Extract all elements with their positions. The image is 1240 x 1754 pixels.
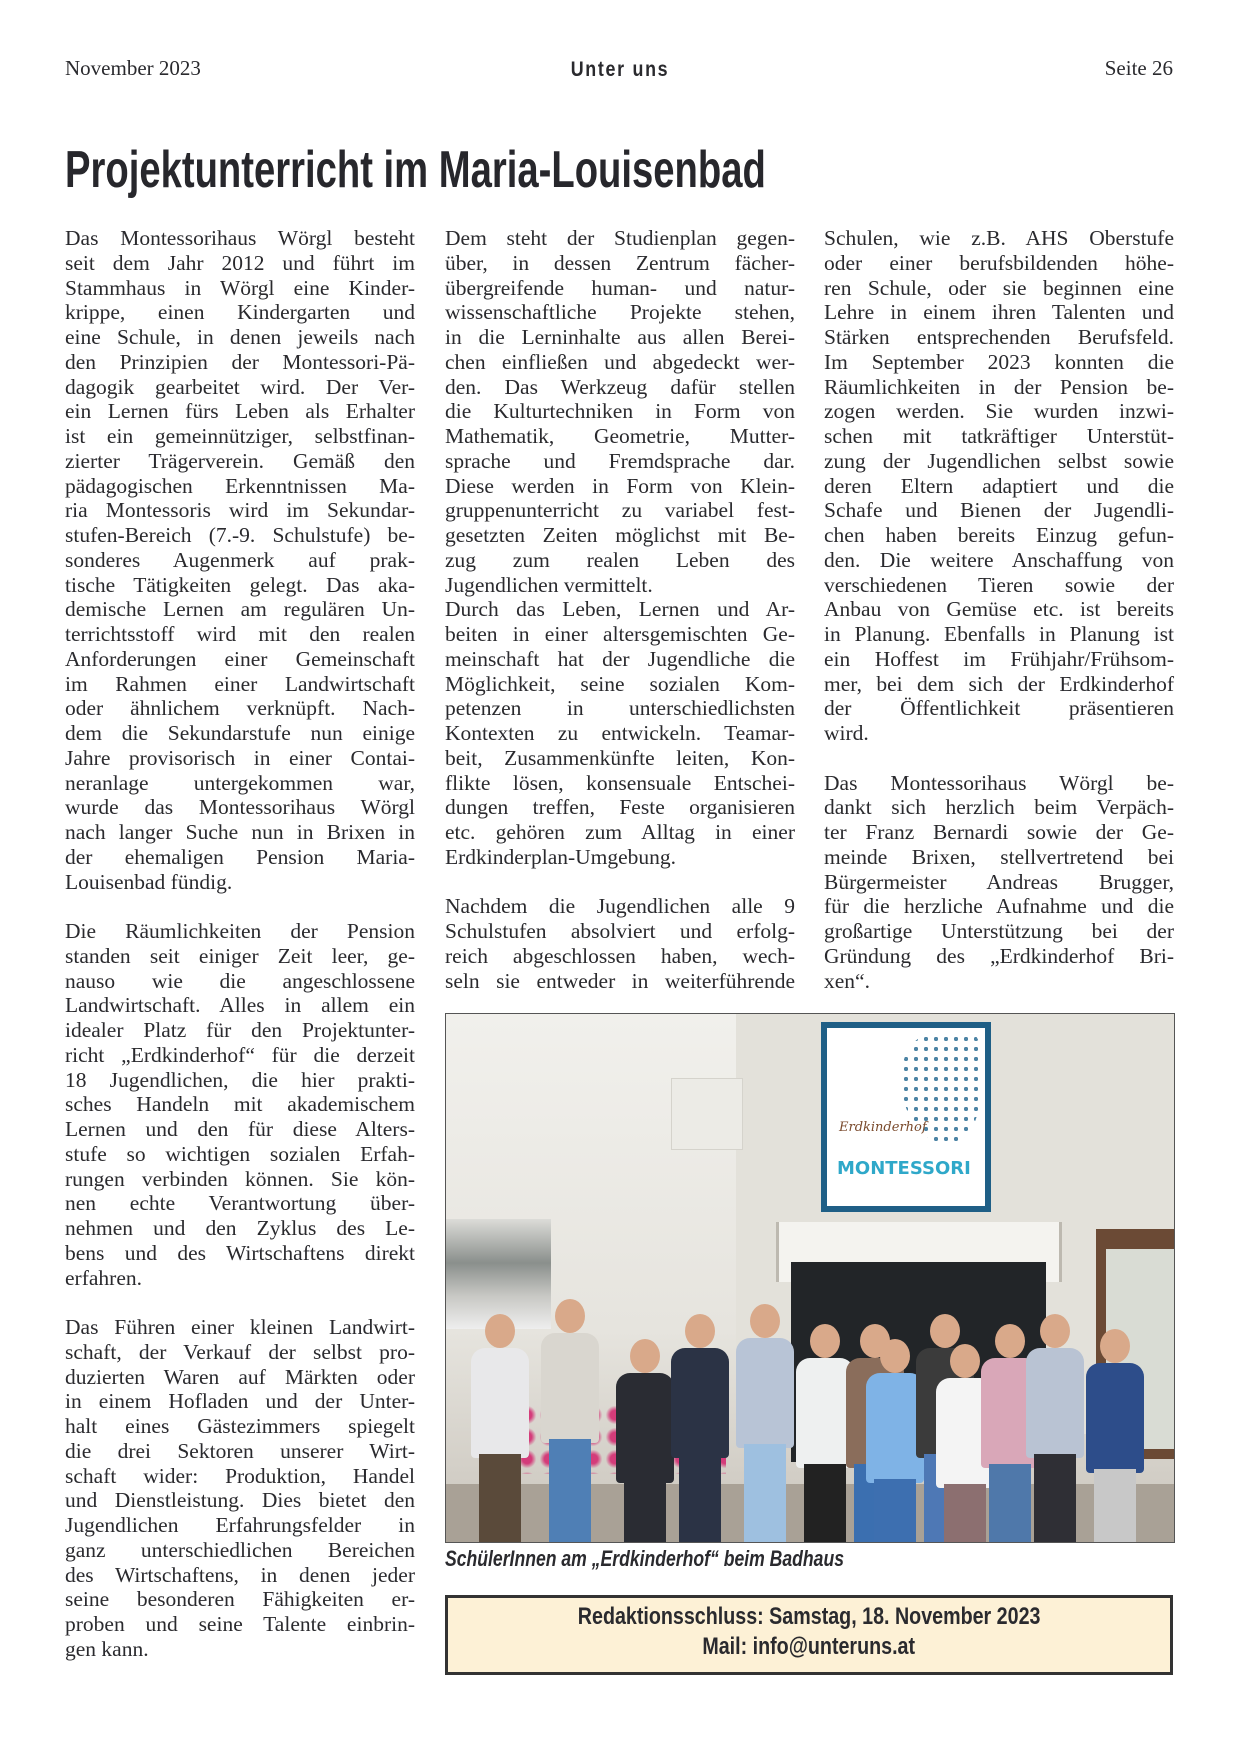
publication-name-text: Unter uns: [570, 58, 670, 81]
person-head: [630, 1339, 660, 1373]
wall-box: [671, 1078, 743, 1150]
text-line: in einem Hofladen und der Unter-: [65, 1389, 415, 1414]
text-line: wird.: [824, 721, 869, 745]
text-line: pädagogischen Erkenntnissen Ma-: [65, 473, 415, 498]
text-line: Stammhaus in Wörgl eine Kinder-: [65, 275, 415, 300]
text-line: gesetzten Zeiten möglichst mit Be-: [445, 523, 795, 547]
person-head: [555, 1299, 585, 1333]
person-legs: [944, 1484, 986, 1543]
text-line: zug zum realen Leben des: [445, 547, 795, 572]
photo-caption: SchülerInnen am „Erdkinderhof“ beim Badhaus: [445, 1546, 845, 1571]
text-line: verschiedenen Tieren sowie der: [824, 572, 1174, 597]
person-legs: [479, 1454, 521, 1543]
text-line: dungen treffen, Feste organisieren: [445, 795, 795, 820]
text-line: die drei Sektoren unserer Wirt-: [65, 1438, 415, 1463]
text-line: demische Lernen am regulären Un-: [65, 597, 415, 622]
text-line: deren Eltern adaptiert und die: [824, 473, 1174, 498]
person-legs: [624, 1479, 666, 1543]
article-column-2: [445, 226, 795, 993]
text-line: sches Handeln mit akademischem: [65, 1092, 415, 1117]
person-head: [485, 1314, 515, 1348]
text-line: dem die Sekundarstufe nun einige: [65, 721, 415, 745]
text-line: tische Tätigkeiten gelegt. Das aka-: [65, 572, 415, 597]
deadline-notice-box: [445, 1595, 1173, 1675]
person-body: [541, 1333, 599, 1443]
text-line: richt „Erdkinderhof“ für die derzeit: [65, 1042, 415, 1067]
person-legs: [989, 1464, 1031, 1543]
text-line: flikte lösen, konsensuale Entschei-: [445, 770, 795, 795]
text-line: nach langer Suche nun in Brixen in: [65, 820, 415, 844]
text-line: Landwirtschaft. Alles in allem ein: [65, 993, 415, 1018]
text-line: etc. gehören zum Alltag in einer: [445, 820, 795, 844]
text-line: erfahren.: [65, 1265, 142, 1290]
window-blind: [446, 1219, 551, 1329]
mail-text: Mail: info@unteruns.at: [702, 1633, 916, 1660]
text-line: der Öffentlichkeit präsentieren: [824, 696, 1174, 721]
paragraph: [65, 919, 415, 1290]
text-line: neranlage untergekommen war,: [65, 770, 415, 795]
text-line: ein Hoffest im Frühjahr/Frühsom-: [824, 646, 1174, 671]
sign-text: MONTESSORI: [837, 1158, 971, 1179]
text-line: Stärken entsprechenden Berufsfeld.: [824, 325, 1174, 349]
text-line: petenzen in unterschiedlichsten: [445, 696, 795, 721]
person-head: [930, 1314, 960, 1348]
text-line: beit, Zusammenkünfte leiten, Kon-: [445, 745, 795, 770]
text-line: halt eines Gästezimmers spiegelt: [65, 1414, 415, 1438]
person-head: [810, 1324, 840, 1358]
text-line: seine besonderen Fähigkeiten er-: [65, 1587, 415, 1612]
person-body: [616, 1373, 674, 1483]
issue-date: November 2023: [65, 56, 201, 80]
text-line: Durch das Leben, Lernen und Ar-: [445, 597, 795, 622]
text-line: idealer Platz für den Projektunter-: [65, 1018, 415, 1042]
article-photo: [445, 1013, 1175, 1543]
text-line: zung der Jugendlichen selbst sowie: [824, 448, 1174, 473]
text-line: wissenschaftliche Projekte stehen,: [445, 300, 795, 325]
text-line: Lernen und den für diese Alters-: [65, 1117, 415, 1141]
text-line: ter Franz Bernardi sowie der Ge-: [824, 820, 1174, 844]
person-body: [736, 1338, 794, 1448]
text-line: ein Lernen fürs Leben als Erhalter: [65, 399, 415, 424]
person-body: [671, 1348, 729, 1458]
person-body: [1026, 1348, 1084, 1458]
person-legs: [1094, 1469, 1136, 1543]
text-line: rungen verbinden können. Sie kön-: [65, 1166, 415, 1191]
text-line: Das Montessorihaus Wörgl be-: [824, 770, 1174, 795]
text-line: meinde Brixen, stellvertretend bei: [824, 844, 1174, 869]
text-line: schaft, der Verkauf der selbst pro-: [65, 1339, 415, 1364]
text-line: krippe, einen Kindergarten und: [65, 300, 415, 325]
text-line: xen“.: [824, 968, 870, 993]
text-line: Möglichkeit, seine sozialen Kom-: [445, 671, 795, 696]
paragraph: [824, 226, 1174, 746]
deadline-text: Redaktionsschluss: Samstag, 18. November 2023: [577, 1603, 1041, 1630]
text-line: seln sie entweder in weiterführende: [445, 968, 795, 993]
text-line: sonderes Augenmerk auf prak-: [65, 547, 415, 572]
text-line: Nachdem die Jugendlichen alle 9: [445, 894, 795, 919]
text-line: Bürgermeister Andreas Brugger,: [824, 869, 1174, 894]
text-line: seit dem Jahr 2012 und führt im: [65, 250, 415, 275]
text-line: Kontexten zu entwickeln. Teamar-: [445, 721, 795, 745]
text-line: Mathematik, Geometrie, Mutter-: [445, 424, 795, 448]
text-line: zierter Trägerverein. Gemäß den: [65, 448, 415, 473]
article-column-3: [824, 226, 1174, 993]
paragraph: [65, 1315, 415, 1662]
text-line: zogen werden. Sie wurden inzwi-: [824, 399, 1174, 424]
text-line: übergreifende human- und natur-: [445, 275, 795, 300]
text-line: beiten in einer altersgemischten Ge-: [445, 622, 795, 646]
text-line: oder ähnlichem verknüpft. Nach-: [65, 696, 415, 721]
text-line: Jugendlichen Erfahrungsfelder in: [65, 1513, 415, 1537]
paragraph: [445, 597, 795, 869]
text-line: Jahre provisorisch in einer Contai-: [65, 745, 415, 770]
publication-name: [0, 58, 1240, 82]
person-legs: [874, 1479, 916, 1543]
text-line: proben und seine Talente einbrin-: [65, 1612, 415, 1636]
person-head: [880, 1339, 910, 1373]
text-line: Das Montessorihaus Wörgl besteht: [65, 226, 415, 250]
text-line: gruppenunterricht zu variabel fest-: [445, 498, 795, 523]
text-line: Gründung des „Erdkinderhof Bri-: [824, 943, 1174, 968]
text-line: gen kann.: [65, 1636, 149, 1661]
text-line: Jugendlichen vermittelt.: [445, 572, 653, 597]
text-line: eine Schule, in denen jeweils nach: [65, 325, 415, 349]
text-line: für die herzliche Aufnahme und die: [824, 894, 1174, 919]
text-line: terrichtsstoff wird mit den realen: [65, 622, 415, 646]
person-legs: [1034, 1454, 1076, 1543]
text-line: den. Das Werkzeug dafür stellen: [445, 374, 795, 399]
person-head: [750, 1304, 780, 1338]
text-line: meinschaft hat der Jugendliche die: [445, 646, 795, 671]
paragraph: [445, 226, 795, 597]
text-line: Im September 2023 konnten die: [824, 349, 1174, 374]
paragraph: [65, 226, 415, 894]
person-legs: [744, 1444, 786, 1543]
person-legs: [679, 1454, 721, 1543]
text-line: Anbau von Gemüse etc. ist bereits: [824, 597, 1174, 622]
text-line: Erdkinderplan-Umgebung.: [445, 844, 677, 869]
text-line: nauso wie die angeschlossene: [65, 968, 415, 993]
text-line: und Dienstleistung. Dies bietet den: [65, 1488, 415, 1513]
text-line: Lehre in einem ihren Talenten und: [824, 300, 1174, 325]
text-line: der ehemaligen Pension Maria-: [65, 844, 415, 869]
text-line: Dem steht der Studienplan gegen-: [445, 226, 795, 250]
person-legs: [549, 1439, 591, 1543]
text-line: Die Räumlichkeiten der Pension: [65, 919, 415, 943]
text-line: in die Lerninhalte aus allen Berei-: [445, 325, 795, 349]
person-head: [995, 1324, 1025, 1358]
article-title: Projektunterricht im Maria-Louisenbad: [65, 141, 766, 199]
sign-script: Erdkinderhof: [839, 1120, 927, 1135]
text-line: dankt sich herzlich beim Verpäch-: [824, 795, 1174, 820]
text-line: ren Schule, oder sie beginnen eine: [824, 275, 1174, 300]
text-line: stufen-Bereich (7.-9. Schulstufe) be-: [65, 523, 415, 547]
article-column-1: [65, 226, 415, 1662]
text-line: den. Die weitere Anschaffung von: [824, 547, 1174, 572]
text-line: ria Montessoris wird im Sekundar-: [65, 498, 415, 523]
person-body: [1086, 1363, 1144, 1473]
person-head: [1040, 1314, 1070, 1348]
text-line: Diese werden in Form von Klein-: [445, 473, 795, 498]
text-line: bens und des Wirtschaftens direkt: [65, 1240, 415, 1265]
text-line: mer, bei dem sich der Erdkinderhof: [824, 671, 1174, 696]
text-line: nehmen und den Zyklus des Le-: [65, 1216, 415, 1240]
text-line: chen einfließen und abgedeckt wer-: [445, 349, 795, 374]
text-line: Schulstufen absolviert und erfolg-: [445, 919, 795, 943]
text-line: chen haben bereits Einzug gefun-: [824, 523, 1174, 547]
text-line: schen mit tatkräftiger Unterstüt-: [824, 424, 1174, 448]
page-number: Seite 26: [1104, 56, 1173, 80]
person-head: [950, 1344, 980, 1378]
text-line: Schulen, wie z.B. AHS Oberstufe: [824, 226, 1174, 250]
text-line: nen echte Verantwortung über-: [65, 1191, 415, 1216]
text-line: in Planung. Ebenfalls in Planung ist: [824, 622, 1174, 646]
text-line: über, in dessen Zentrum fächer-: [445, 250, 795, 275]
text-line: großartige Unterstützung bei der: [824, 919, 1174, 943]
person-legs: [804, 1464, 846, 1543]
text-line: sprache und Fremdsprache dar.: [445, 448, 795, 473]
text-line: Räumlichkeiten in der Pension be-: [824, 374, 1174, 399]
montessori-sign: [821, 1022, 991, 1212]
paragraph: [445, 894, 795, 993]
text-line: Schafe und Bienen der Jugendli-: [824, 498, 1174, 523]
text-line: im Rahmen einer Landwirtschaft: [65, 671, 415, 696]
text-line: ist ein gemeinnütziger, selbstfinan-: [65, 424, 415, 448]
text-line: standen seit einiger Zeit leer, ge-: [65, 943, 415, 968]
text-line: wurde das Montessorihaus Wörgl: [65, 795, 415, 820]
text-line: schaft wider: Produktion, Handel: [65, 1463, 415, 1488]
text-line: duzierten Waren auf Märkten oder: [65, 1364, 415, 1389]
person-head: [685, 1314, 715, 1348]
person-body: [471, 1348, 529, 1458]
text-line: reich abgeschlossen haben, wech-: [445, 943, 795, 968]
text-line: stufe so wichtigen sozialen Erfah-: [65, 1141, 415, 1166]
text-line: Anforderungen einer Gemeinschaft: [65, 646, 415, 671]
text-line: den Prinzipien der Montessori-Pä-: [65, 349, 415, 374]
text-line: dagogik gearbeitet wird. Der Ver-: [65, 374, 415, 399]
paragraph: [824, 771, 1174, 994]
text-line: Das Führen einer kleinen Landwirt-: [65, 1315, 415, 1339]
person-head: [1100, 1329, 1130, 1363]
text-line: 18 Jugendlichen, die hier prakti-: [65, 1067, 415, 1092]
text-line: die Kulturtechniken in Form von: [445, 399, 795, 424]
text-line: des Wirtschaftens, in denen jeder: [65, 1562, 415, 1587]
text-line: ganz unterschiedlichen Bereichen: [65, 1537, 415, 1562]
text-line: oder einer berufsbildenden höhe-: [824, 250, 1174, 275]
text-line: Louisenbad fündig.: [65, 869, 233, 894]
